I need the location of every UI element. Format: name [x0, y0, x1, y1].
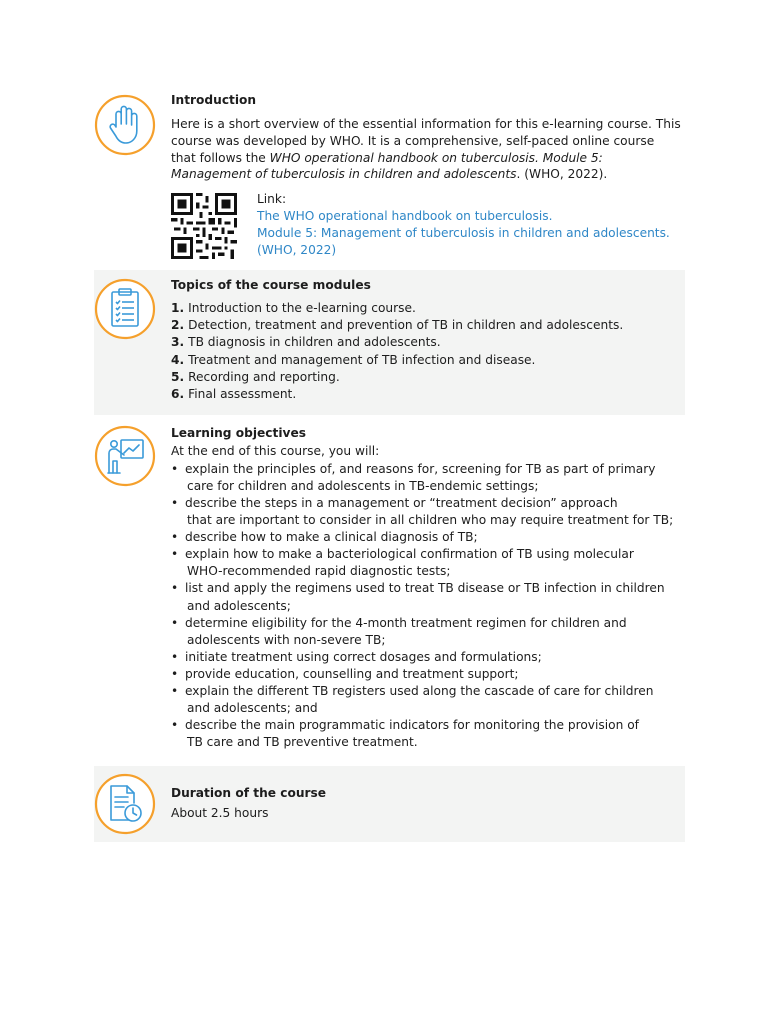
presenter-board-icon: [94, 425, 156, 487]
list-item: 2. Detection, treatment and prevention of TB in children and adolescents.: [171, 318, 624, 333]
duration-heading: Duration of the course: [171, 786, 327, 800]
link-label: Link:: [257, 192, 287, 207]
topics-heading: Topics of the course modules: [171, 278, 371, 292]
link-block: [171, 191, 681, 257]
list-item: • explain how to make a bacteriological confirmation of TB using molecular WHO-recommended rapid diagnostic tests;: [171, 546, 681, 580]
list-item: 5. Recording and reporting.: [171, 369, 340, 384]
list-item: • initiate treatment using correct dosages and formulations;: [171, 649, 681, 666]
clipboard-checklist-icon: [94, 278, 156, 340]
link-texts: [257, 191, 670, 259]
objectives-section: [94, 420, 685, 755]
list-item: • describe how to make a clinical diagnosis of TB;: [171, 529, 681, 546]
list-item: • describe the main programmatic indicators for monitoring the provision of TB care and TB preventive treatment.: [171, 717, 681, 751]
who-2022-link[interactable]: (WHO, 2022): [257, 243, 337, 258]
intro-section: [94, 90, 685, 262]
objectives-list: [171, 461, 681, 752]
duration-section: [94, 766, 685, 842]
list-item: • list and apply the regimens used to treat TB disease or TB infection in children and adolescents;: [171, 580, 681, 614]
list-item: • describe the steps in a management or “treatment decision” approach that are important to consider in all children who may require treatment for TB;: [171, 495, 681, 529]
hand-icon: [94, 94, 156, 156]
list-item: • determine eligibility for the 4-month treatment regimen for children and adolescents with non-severe TB;: [171, 615, 681, 649]
objectives-heading: Learning objectives: [171, 426, 306, 440]
who-handbook-link[interactable]: The WHO operational handbook on tuberculosis.: [257, 209, 553, 224]
list-item: 3. TB diagnosis in children and adolescents.: [171, 335, 441, 350]
list-item: 6. Final assessment.: [171, 387, 297, 402]
list-item: • provide education, counselling and treatment support;: [171, 666, 681, 683]
intro-paragraph: Here is a short overview of the essential information for this e-learning course. This course was developed by WHO. It is a comprehensive, self-paced online course that follows the WHO operational handbook on tuberculosis. Module 5: Management of tuberculosis in children and adolescents. (WHO, 2022).: [171, 117, 681, 182]
intro-heading: Introduction: [171, 93, 257, 107]
objectives-intro: At the end of this course, you will:: [171, 444, 380, 458]
document-clock-icon: [94, 773, 156, 835]
topics-section: [94, 270, 685, 415]
duration-text: About 2.5 hours: [171, 806, 269, 820]
list-item: • explain the different TB registers used along the cascade of care for children and adolescents; and: [171, 683, 681, 717]
list-item: • explain the principles of, and reasons for, screening for TB as part of primary care for children and adolescents in TB-endemic settings;: [171, 461, 681, 495]
qr-code-icon: [171, 193, 237, 259]
list-item: 4. Treatment and management of TB infection and disease.: [171, 352, 536, 367]
list-item: 1. Introduction to the e-learning course.: [171, 301, 416, 315]
module5-link[interactable]: Module 5: Management of tuberculosis in children and adolescents.: [257, 226, 670, 241]
topics-list: [171, 300, 681, 403]
